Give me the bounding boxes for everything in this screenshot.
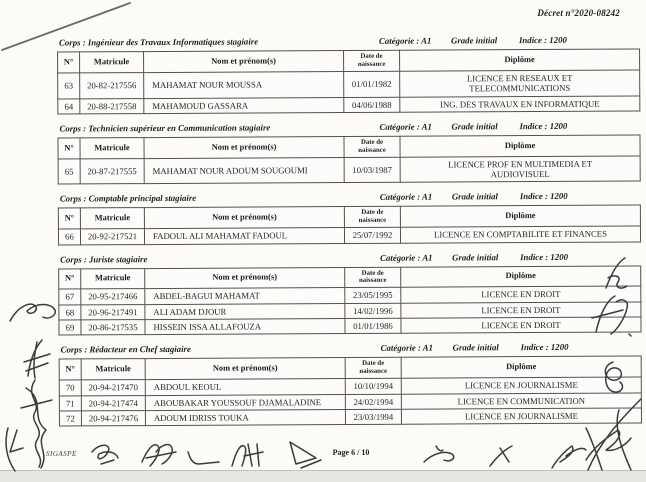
indice-label: Indice : 1200 — [518, 34, 567, 46]
col-header-num: N° — [58, 52, 80, 73]
col-header-diploma: Diplôme — [401, 356, 641, 378]
corps-section — [58, 251, 640, 336]
cell-dob: 25/07/1992 — [344, 227, 400, 243]
categorie-label: Catégorie : A1 — [378, 35, 432, 46]
col-header-dob: Date de naissance — [344, 50, 400, 71]
indice-label: Indice : 1200 — [519, 120, 568, 132]
cell-matricule: 20-87-217555 — [80, 158, 144, 184]
cell-matricule: 20-88-217558 — [80, 98, 144, 114]
indice-label: Indice : 1200 — [520, 342, 569, 353]
cell-num: 65 — [58, 158, 80, 184]
cell-diploma: LICENCE EN JOURNALISME — [401, 408, 641, 425]
cell-matricule: 20-82-217556 — [80, 72, 144, 98]
cell-name: MAHAMAT NOUR ADOUM SOUGOUMI — [144, 157, 344, 184]
cell-name: MAHAMOUD GASSARA — [144, 97, 344, 113]
grade-initial-label: Grade initial — [452, 251, 499, 262]
section-header — [60, 251, 640, 264]
cell-matricule: 20-94-217476 — [81, 411, 145, 427]
roster-table — [58, 205, 641, 245]
col-header-num: N° — [59, 268, 81, 289]
col-header-dob: Date de naissance — [345, 267, 401, 288]
roster-table — [57, 134, 640, 185]
corps-title: Corps : Rédacteur en Chef stagiaire — [60, 344, 191, 355]
cell-dob: 10/10/1994 — [345, 378, 401, 394]
cell-diploma: LICENCE EN DROIT — [401, 302, 641, 319]
corps-section — [59, 342, 641, 427]
cell-matricule: 20-96-217491 — [81, 304, 145, 320]
cell-name: FADOUL ALI MAHAMAT FADOUL — [144, 228, 344, 244]
corps-title: Corps : Juriste stagiaire — [60, 253, 148, 265]
col-header-diploma: Diplôme — [401, 265, 641, 287]
cell-diploma: LICENCE EN JOURNALISME — [401, 377, 641, 394]
col-header-matricule: Matricule — [81, 268, 145, 289]
categorie-label: Catégorie : A1 — [379, 192, 433, 203]
cell-diploma: LICENCE EN COMPTABILITE ET FINANCES — [400, 226, 640, 243]
cell-dob: 01/01/1986 — [345, 318, 401, 334]
col-header-diploma: Diplôme — [400, 205, 640, 227]
cell-diploma: LICENCE EN RESEAUX ET TELECOMMUNICATIONS — [400, 70, 640, 97]
cell-num: 69 — [59, 320, 81, 336]
cell-num: 71 — [59, 395, 81, 411]
cell-diploma: LICENCE EN DROIT — [401, 317, 641, 334]
col-header-matricule: Matricule — [80, 138, 144, 159]
section-header — [60, 191, 640, 204]
col-header-name: Nom et prénom(s) — [144, 51, 344, 73]
corps-section — [57, 120, 639, 185]
footer-sigaspe-label: SIGASPE — [46, 450, 77, 458]
table-row — [58, 156, 640, 185]
col-header-dob: Date de naissance — [345, 358, 401, 379]
table-body — [58, 156, 640, 185]
decree-reference: Décret n°2020-08242 — [537, 8, 620, 18]
col-header-name: Nom et prénom(s) — [144, 136, 344, 158]
table-row — [58, 95, 640, 113]
corps-section — [57, 34, 639, 114]
col-header-name: Nom et prénom(s) — [144, 207, 344, 229]
cell-diploma: LICENCE EN DROIT — [401, 286, 641, 303]
table-row — [58, 226, 640, 244]
cell-name: ALI ADAM DJOUR — [145, 303, 345, 319]
cell-diploma: LICENCE PROF EN MULTIMEDIA ET AUDIOVISUEL — [400, 156, 640, 183]
cell-dob: 01/01/1982 — [344, 71, 400, 97]
cell-dob: 23/05/1995 — [345, 287, 401, 303]
cell-num: 70 — [59, 380, 81, 396]
table-body — [58, 226, 640, 244]
cell-num: 63 — [58, 73, 80, 99]
cell-matricule: 20-94-217470 — [81, 380, 145, 396]
grade-initial-label: Grade initial — [450, 35, 498, 46]
col-header-name: Nom et prénom(s) — [145, 358, 345, 380]
corps-title: Corps : Ingénieur des Travaux Informatiques stagiaire — [58, 36, 259, 48]
col-header-dob: Date de naissance — [344, 136, 400, 157]
corps-title: Corps : Comptable principal stagiaire — [59, 193, 197, 204]
table-body — [58, 70, 640, 114]
corps-section — [58, 191, 640, 245]
cell-name: ABDEL-BAGUI MAHAMAT — [145, 288, 345, 304]
cell-name: MAHAMAT NOUR MOUSSA — [144, 71, 344, 98]
cell-num: 72 — [59, 411, 81, 427]
corps-title: Corps : Technicien supérieur en Communication stagiaire — [59, 122, 271, 134]
cell-num: 64 — [58, 98, 80, 114]
indice-label: Indice : 1200 — [519, 191, 568, 202]
section-header — [59, 34, 639, 47]
grade-initial-label: Grade initial — [451, 121, 498, 132]
col-header-matricule: Matricule — [80, 208, 144, 229]
cell-matricule: 20-92-217521 — [80, 229, 144, 245]
col-header-num: N° — [58, 138, 80, 159]
table-body — [59, 286, 641, 335]
cell-matricule: 20-94-217474 — [81, 395, 145, 411]
cell-name: HISSEIN ISSA ALLAFOUZA — [145, 319, 345, 335]
col-header-num: N° — [59, 359, 81, 380]
cell-dob: 14/02/1996 — [345, 303, 401, 319]
categorie-label: Catégorie : A1 — [380, 342, 434, 354]
cell-dob: 04/06/1988 — [344, 97, 400, 113]
table-body — [59, 377, 641, 426]
roster-table — [59, 356, 642, 427]
cell-matricule: 20-95-217466 — [81, 289, 145, 305]
cell-matricule: 20-86-217535 — [81, 320, 145, 336]
grade-initial-label: Grade initial — [452, 342, 499, 353]
roster-table — [58, 265, 641, 336]
table-row — [58, 70, 640, 99]
categorie-label: Catégorie : A1 — [379, 121, 432, 132]
cell-dob: 23/03/1994 — [345, 409, 401, 425]
col-header-name: Nom et prénom(s) — [145, 267, 345, 289]
cell-name: ABDOUL KEOUL — [145, 379, 345, 395]
grade-initial-label: Grade initial — [451, 191, 499, 202]
cell-diploma: LICENCE EN COMMUNICATION — [401, 392, 641, 409]
sections-container — [57, 34, 641, 435]
col-header-matricule: Matricule — [81, 359, 145, 380]
page-number: Page 6 / 10 — [332, 448, 370, 457]
col-header-diploma: Diplôme — [400, 49, 640, 71]
cell-name: ABOUBAKAR YOUSSOUF DJAMALADINE — [145, 394, 345, 410]
col-header-diploma: Diplôme — [400, 135, 640, 157]
cell-dob: 10/03/1987 — [344, 157, 400, 183]
categorie-label: Catégorie : A1 — [380, 252, 433, 263]
section-header — [59, 120, 639, 133]
table-row — [59, 317, 641, 335]
col-header-dob: Date de naissance — [344, 207, 400, 228]
table-row — [59, 408, 641, 426]
col-header-num: N° — [58, 208, 80, 229]
cell-dob: 24/02/1994 — [345, 394, 401, 410]
cell-num: 66 — [58, 229, 80, 245]
roster-table — [57, 48, 640, 114]
col-header-matricule: Matricule — [80, 52, 144, 73]
cell-num: 68 — [59, 304, 81, 320]
indice-label: Indice : 1200 — [520, 251, 569, 262]
cell-diploma: ING. DES TRAVAUX EN INFORMATIQUE — [400, 95, 640, 112]
cell-num: 67 — [59, 289, 81, 305]
cell-name: ADOUM IDRISS TOUKA — [145, 409, 345, 425]
section-header — [61, 342, 641, 355]
